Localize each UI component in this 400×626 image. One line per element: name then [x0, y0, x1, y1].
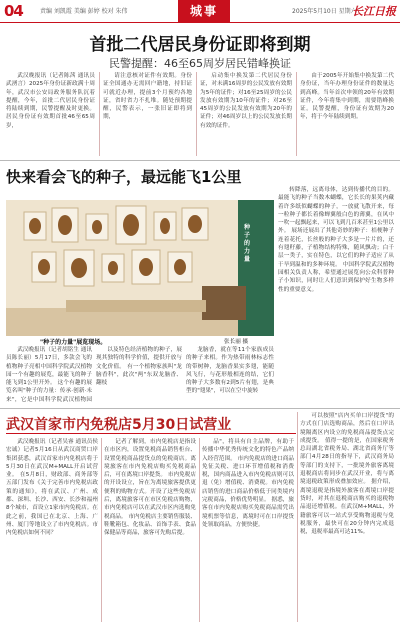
photo-credit: 张长丽 摄 [224, 339, 249, 345]
story3-col-4: 可以按照"店内买单口岸提货"的方式在门店选购商品，然后在口岸出境隔离区内设立的免税商品提货点完成提货。 值得一提的是，在国家税务总局湖北省税务局、湖北省商务厅等部门4月28日的指导下，武汉商务局等部门的支持下，一批境外旅客离境退税商店将同步在武汉开业，将与离境退税政策形成叠加效应。 据介绍，离境退税是指境外旅客在离境口岸提货时，对其在退税商店购买的退税物品退还增值税。在武汉M+MALL，外籍旅客可以一站式享受购物退税与免税服务，最快可在20分钟内完成退税，退税率最高可达11%。 [300, 413, 394, 536]
column-divider [296, 72, 297, 156]
issue-date: 2025年5月10日 星期六 [292, 8, 357, 15]
story2-right-column: 转降落，远离母体，达到传播代的目的。 最能飞的种子当数木蝴蝶，它长长的果荚内藏着许多纸似蝴蝶的种子，一放就飞散开来，每一粒种子都长着像蝉翼般白色的薄翼，在风中一吹一起飘起来，可以飞到几百米甚至1公里以外。 展场还展出了其他奇妙的种子：桔梗种子连着花托，长丝般的种子大多是一片片的，还有翅籽藤，子植物结构特殊，随风飘动；白千层一类子，实在特色，以它们的种子适应了从干旱到温和的多种环境。 中国科学院武汉植物园相关负责人称，希望通过展览向公众科普种子小知识，同时让人们意识到保护好生物多样性的重要意义。 [278, 187, 394, 293]
header-rule [0, 22, 400, 23]
story3-col-2: 记者了解到，市内免税店是指设在市区内，设置免税商品销售柜台、设置免税商品提货点的免税商店。离境旅客在市内免税店购买免税商品后，可在离境口岸提货。 市内免税店的开设设立，旨在为离境旅客提供更便利的购物方式。开设了这些免税店后，离境旅客可在市区免税店购物，市内免税店可以在武汉市区内选购免税商品。 市内免税店主要销售服装、鞋靴箱包、化妆品、首饰手表、食品保健品等商品，旅客可先购后提。 [104, 439, 196, 537]
column-divider [297, 412, 298, 622]
story2-lead-column: 武汉晚报讯（记者胡铭生 通讯员陈长丽）5月17日，多款会飞的植物种子亮相中国科学院武汉植物园一个有趣的展览，最能飞的种子能飞到1公里开外。 这个有趣的展览名叫"种子的力量：传承·创新·未来"，它是中国科学院武汉植物园 [6, 347, 92, 403]
editor-credits: 责编 刘凯霞 美编 彭婷 校对 朱伟 [40, 8, 128, 15]
section-banner: 城事 [178, 0, 230, 22]
story2-headline: 快来看会飞的种子，最远能飞1公里 [6, 168, 242, 186]
seed-exhibit-illustration [6, 200, 274, 336]
photo-caption: "种子的力量"展览现场。 [40, 339, 107, 346]
story1-col-4: 由于2005年开始集中换发第二代身份证，当年办理身份证件的数量达到高峰。当年首次申领的20年有效期证件，今年将集中到期，需要错峰换证。民警提醒，身份证有效期为20年，将于今年陆续到期。 [300, 73, 394, 121]
story1-col-3: 启动集中换发第二代居民身份证，对未满16周岁的公民发放有效期为5年的证件；对16至25周岁的公民发放有效期为10年的证件；对26至45周岁的公民发放有效期为20年的证件；对46周岁以上的公民发放长期有效的证件。 [200, 73, 292, 129]
story1-col-2: 请注意核对证件有效期。身份证全国通办无需回户籍地，持旧证可就近办理，提前3个月预约各地证，省时省力不扎堆。随处预期提醒，民警表示，一张旧证即将到期， [103, 73, 192, 121]
story2-under-photo-col-1b: 以及特色经济植物的种子，展现其独特的科学价值，提供开放与文化价值。 有一个植物家族叫"龙脑香科"，此次"两"东双龙脑香、翻枝 [96, 347, 182, 387]
page-number: 04 [4, 2, 23, 20]
exhibit-sign-text: 种子的力量 [244, 224, 251, 263]
story3-col-3: 品"，将具有自主品牌，有助于传播中华优秀传统文化的特色产品纳入经营范围。 市内免税店的进口商品免征关税、进口环节增值税和消费税，国内商品进入市内免税店则可以退（免）增值税、消费税。市内免税店销售的进口商品价格低于同类境内完税商品，价格优势明显。 据悉，旅客在市内免税店购买免税商品需凭出境机票等信息，离境时可在口岸提货处领取商品，方便快捷。 [202, 439, 294, 528]
column-divider [199, 438, 200, 622]
story-separator [0, 160, 400, 161]
story1-headline: 首批二代居民身份证即将到期 [89, 35, 311, 55]
exhibition-photo [6, 200, 274, 336]
story1-subheadline: 民警提醒：46至65周岁居民错峰换证 [109, 57, 291, 70]
story3-col-1: 武汉晚报讯（记者吴睿 通讯员侯宏诚）记者5月16日从武汉商贸口岸集团获悉，武汉首家市内免税店将于5月30日在武汉M+MALL开启试营业。 在5月8日，财政部、商务部等五部门发布《关于完善市内免税店政策的通知》，将在武汉、广州、成都、深圳、长沙、西安、长沙和福州8个城市，首设立1家市内免税店。在此之前，我国已在北京、上海、广州、厦门等地设立了市内免税店。市内免税店如何不同？ [6, 439, 98, 537]
newspaper-logo: 长江日报 [352, 5, 396, 18]
story2-under-photo-col-2: 龙脑香，就在等11个家族成员的种子来相。作为热带雨林标志性的带树种，龙脑香果实多翅，能随风飞行，与花形般相连的结，它们的种子大多数有2到5片有翅，是典型的"翅果"，可以在空中旋转 [186, 347, 274, 395]
story3-underline [6, 433, 296, 434]
column-divider [99, 72, 100, 156]
column-divider [101, 438, 102, 622]
story-separator [0, 408, 400, 409]
page-header [0, 0, 400, 22]
story3-headline: 武汉首家市内免税店5月30日试营业 [6, 417, 232, 433]
column-divider [196, 72, 197, 156]
story1-col-1: 武汉晚报讯（记者陈茜 通讯员武湧言）2025年身份证新政满十周年，武汉市公安局政务服务队沉着提醒，今年，首批二代居民身份证将陆续到期，民警提醒及时更换。居民身份证有效期首批46至65周岁， [6, 73, 95, 129]
